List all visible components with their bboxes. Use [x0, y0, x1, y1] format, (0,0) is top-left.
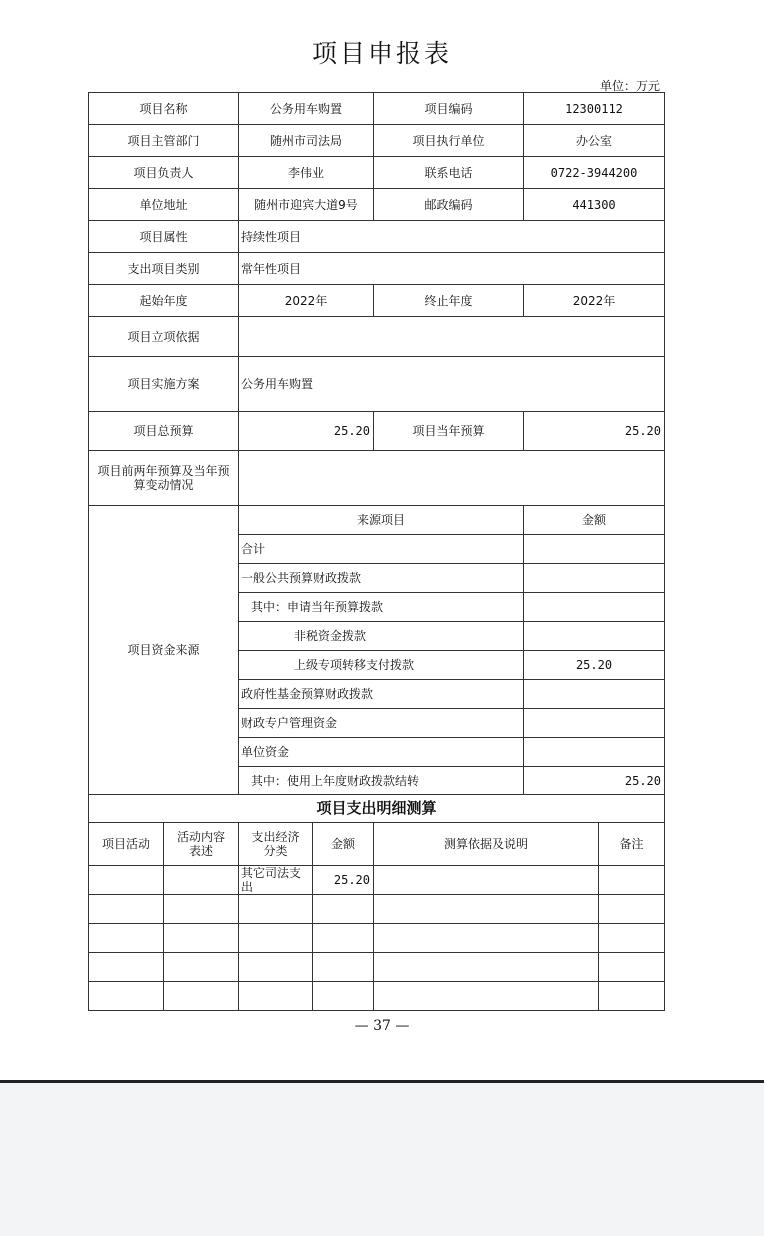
expense-detail-table	[88, 794, 665, 1011]
funding-row-amount: 25.20	[524, 651, 665, 680]
project-code-value: 12300112	[524, 93, 665, 125]
manager-label: 项目负责人	[89, 157, 239, 189]
exec-unit-label: 项目执行单位	[374, 125, 524, 157]
detail-cell	[239, 924, 313, 953]
end-year-value: 2022年	[524, 285, 665, 317]
total-budget-label: 项目总预算	[89, 412, 239, 451]
funding-row-label: 上级专项转移支付拨款	[239, 651, 524, 680]
detail-cell	[239, 895, 313, 924]
current-budget-value: 25.20	[524, 412, 665, 451]
end-year-label: 终止年度	[374, 285, 524, 317]
attribute-label: 项目属性	[89, 221, 239, 253]
detail-cell	[164, 895, 239, 924]
funding-row-label: 非税资金拨款	[239, 622, 524, 651]
detail-cell	[374, 982, 599, 1011]
detail-cell	[89, 982, 164, 1011]
dept-value: 随州市司法局	[239, 125, 374, 157]
project-name-value: 公务用车购置	[239, 93, 374, 125]
funding-row-amount	[524, 593, 665, 622]
detail-cell	[599, 953, 665, 982]
unit-label: 单位：万元	[599, 79, 660, 93]
detail-cell	[374, 924, 599, 953]
total-budget-value: 25.20	[239, 412, 374, 451]
funding-row-amount: 25.20	[524, 767, 665, 795]
detail-cell	[89, 924, 164, 953]
detail-cell	[164, 924, 239, 953]
detail-cell	[89, 895, 164, 924]
detail-cell	[239, 953, 313, 982]
detail-cell	[374, 953, 599, 982]
detail-cell	[164, 982, 239, 1011]
funding-row-label: 其中：使用上年度财政拨款结转	[239, 767, 524, 795]
basis-label: 项目立项依据	[89, 317, 239, 357]
funding-row-label: 财政专户管理资金	[239, 709, 524, 738]
current-budget-label: 项目当年预算	[374, 412, 524, 451]
detail-cell	[599, 924, 665, 953]
funding-row-amount	[524, 622, 665, 651]
project-info-table	[88, 92, 665, 794]
page-divider	[0, 1080, 764, 1083]
exec-unit-value: 办公室	[524, 125, 665, 157]
funding-row-label: 单位资金	[239, 738, 524, 767]
history-label: 项目前两年预算及当年预算变动情况	[89, 451, 239, 506]
postcode-value: 441300	[524, 189, 665, 221]
funding-row-amount	[524, 680, 665, 709]
address-value: 随州市迎宾大道9号	[239, 189, 374, 221]
basis-value	[239, 317, 665, 357]
funding-row-amount	[524, 535, 665, 564]
detail-cell	[239, 982, 313, 1011]
detail-cell: 25.20	[313, 866, 374, 895]
detail-cell	[89, 953, 164, 982]
plan-value: 公务用车购置	[239, 357, 665, 412]
funding-row-label: 政府性基金预算财政拨款	[239, 680, 524, 709]
detail-header-cell: 备注	[599, 823, 665, 866]
detail-header-cell: 测算依据及说明	[374, 823, 599, 866]
funding-header-source: 来源项目	[239, 506, 524, 535]
detail-cell	[313, 924, 374, 953]
detail-cell	[164, 953, 239, 982]
attribute-value: 持续性项目	[239, 221, 665, 253]
phone-label: 联系电话	[374, 157, 524, 189]
detail-cell	[374, 866, 599, 895]
history-value	[239, 451, 665, 506]
detail-cell	[89, 866, 164, 895]
category-value: 常年性项目	[239, 253, 665, 285]
detail-cell	[599, 982, 665, 1011]
dept-label: 项目主管部门	[89, 125, 239, 157]
start-year-value: 2022年	[239, 285, 374, 317]
funding-row-label: 合计	[239, 535, 524, 564]
detail-cell: 其它司法支出	[239, 866, 313, 895]
phone-value: 0722-3944200	[524, 157, 665, 189]
postcode-label: 邮政编码	[374, 189, 524, 221]
detail-header-cell: 活动内容表述	[164, 823, 239, 866]
address-label: 单位地址	[89, 189, 239, 221]
detail-header-cell: 金额	[313, 823, 374, 866]
page-title: 项目申报表	[311, 39, 452, 68]
detail-header-cell: 项目活动	[89, 823, 164, 866]
funding-row-amount	[524, 564, 665, 593]
detail-cell	[313, 982, 374, 1011]
plan-label: 项目实施方案	[89, 357, 239, 412]
detail-cell	[599, 895, 665, 924]
funding-row-amount	[524, 738, 665, 767]
detail-cell	[374, 895, 599, 924]
funding-header-amount: 金额	[524, 506, 665, 535]
manager-value: 李伟业	[239, 157, 374, 189]
funding-row-amount	[524, 709, 665, 738]
detail-cell	[164, 866, 239, 895]
project-code-label: 项目编码	[374, 93, 524, 125]
detail-header-cell: 支出经济分类	[239, 823, 313, 866]
detail-cell	[313, 895, 374, 924]
funding-label: 项目资金来源	[89, 506, 239, 795]
category-label: 支出项目类别	[89, 253, 239, 285]
start-year-label: 起始年度	[89, 285, 239, 317]
project-name-label: 项目名称	[89, 93, 239, 125]
detail-title: 项目支出明细测算	[89, 794, 665, 823]
funding-row-label: 其中：申请当年预算拨款	[239, 593, 524, 622]
detail-cell	[599, 866, 665, 895]
detail-cell	[313, 953, 374, 982]
page-number: — 37 —	[354, 1018, 410, 1034]
funding-row-label: 一般公共预算财政拨款	[239, 564, 524, 593]
